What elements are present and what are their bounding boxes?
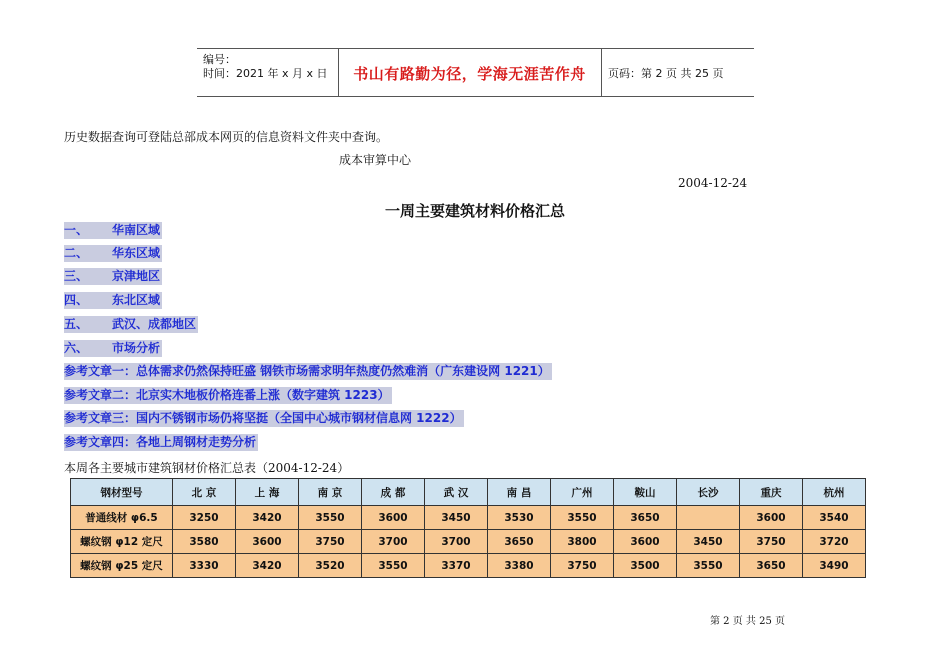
price-cell: 3700 [425, 530, 488, 554]
price-cell: 3380 [488, 554, 551, 578]
page-title: 一周主要建筑材料价格汇总 [384, 202, 565, 220]
table-header-row [71, 479, 866, 506]
row-label: 螺纹钢 φ12 定尺 [71, 530, 173, 554]
column-header: 鞍山 [614, 479, 677, 506]
link-article-1[interactable]: 参考文章一：总体需求仍然保持旺盛 钢铁市场需求明年热度仍然难消（广东建设网 1221） [64, 364, 550, 378]
price-cell: 3550 [362, 554, 425, 578]
price-cell: 3720 [803, 530, 866, 554]
price-cell: 3250 [173, 506, 236, 530]
column-header: 重庆 [740, 479, 803, 506]
price-cell: 3450 [677, 530, 740, 554]
price-cell: 3530 [488, 506, 551, 530]
column-header: 南 昌 [488, 479, 551, 506]
price-cell: 3700 [362, 530, 425, 554]
column-header: 成 都 [362, 479, 425, 506]
price-cell: 3370 [425, 554, 488, 578]
column-header: 北 京 [173, 479, 236, 506]
link-wuhan-chengdu[interactable]: 五、 武汉、成都地区 [64, 317, 197, 331]
price-cell: 3600 [740, 506, 803, 530]
price-cell: 3540 [803, 506, 866, 530]
price-cell: 3450 [425, 506, 488, 530]
header-top-rule [197, 48, 754, 49]
price-cell: 3420 [236, 506, 299, 530]
column-header: 钢材型号 [71, 479, 173, 506]
price-cell: 3550 [677, 554, 740, 578]
price-cell [677, 506, 740, 530]
price-cell: 3600 [236, 530, 299, 554]
column-header: 武 汉 [425, 479, 488, 506]
price-cell: 3600 [362, 506, 425, 530]
price-cell: 3750 [551, 554, 614, 578]
price-cell: 3650 [614, 506, 677, 530]
header-divider [601, 48, 602, 96]
row-label: 螺纹钢 φ25 定尺 [71, 554, 173, 578]
link-article-4[interactable]: 参考文章四：各地上周钢材走势分析 [64, 435, 257, 449]
price-cell: 3550 [551, 506, 614, 530]
center-name: 成本审算中心 [339, 153, 412, 167]
price-cell: 3580 [173, 530, 236, 554]
price-cell: 3650 [740, 554, 803, 578]
table-caption: 本周各主要城市建筑钢材价格汇总表（2004-12-24） [64, 461, 350, 475]
time-label: 时间：2021 年 x 月 x 日 [203, 67, 328, 80]
link-northeast[interactable]: 四、 东北区域 [64, 293, 161, 307]
table-row [71, 506, 866, 530]
page-footer: 第 2 页 共 25 页 [710, 616, 785, 627]
link-beijing-tianjin[interactable]: 三、 京津地区 [64, 269, 161, 283]
link-east-china[interactable]: 二、 华东区域 [64, 246, 161, 260]
link-market-analysis[interactable]: 六、 市场分析 [64, 341, 161, 355]
header-bottom-rule [197, 96, 754, 97]
price-cell: 3330 [173, 554, 236, 578]
price-cell: 3600 [614, 530, 677, 554]
report-date: 2004-12-24 [678, 176, 748, 190]
table-row [71, 530, 866, 554]
table-row [71, 554, 866, 578]
price-table [70, 478, 866, 578]
link-article-3[interactable]: 参考文章三：国内不锈钢市场仍将坚挺（全国中心城市钢材信息网 1222） [64, 411, 462, 425]
price-cell: 3800 [551, 530, 614, 554]
column-header: 南 京 [299, 479, 362, 506]
link-south-china[interactable]: 一、 华南区域 [64, 223, 161, 237]
row-label: 普通线材 φ6.5 [71, 506, 173, 530]
intro-text: 历史数据查询可登陆总部成本网页的信息资料文件夹中查询。 [64, 130, 389, 144]
price-cell: 3550 [299, 506, 362, 530]
price-cell: 3650 [488, 530, 551, 554]
code-label: 编号： [203, 53, 236, 66]
column-header: 长沙 [677, 479, 740, 506]
column-header: 杭州 [803, 479, 866, 506]
price-cell: 3520 [299, 554, 362, 578]
price-cell: 3490 [803, 554, 866, 578]
link-article-2[interactable]: 参考文章二：北京实木地板价格连番上涨（数字建筑 1223） [64, 388, 390, 402]
price-cell: 3420 [236, 554, 299, 578]
column-header: 广州 [551, 479, 614, 506]
column-header: 上 海 [236, 479, 299, 506]
price-cell: 3750 [740, 530, 803, 554]
price-cell: 3750 [299, 530, 362, 554]
motto: 书山有路勤为径，学海无涯苦作舟 [353, 65, 586, 83]
price-cell: 3500 [614, 554, 677, 578]
page-label: 页码：第 2 页 共 25 页 [608, 67, 724, 80]
